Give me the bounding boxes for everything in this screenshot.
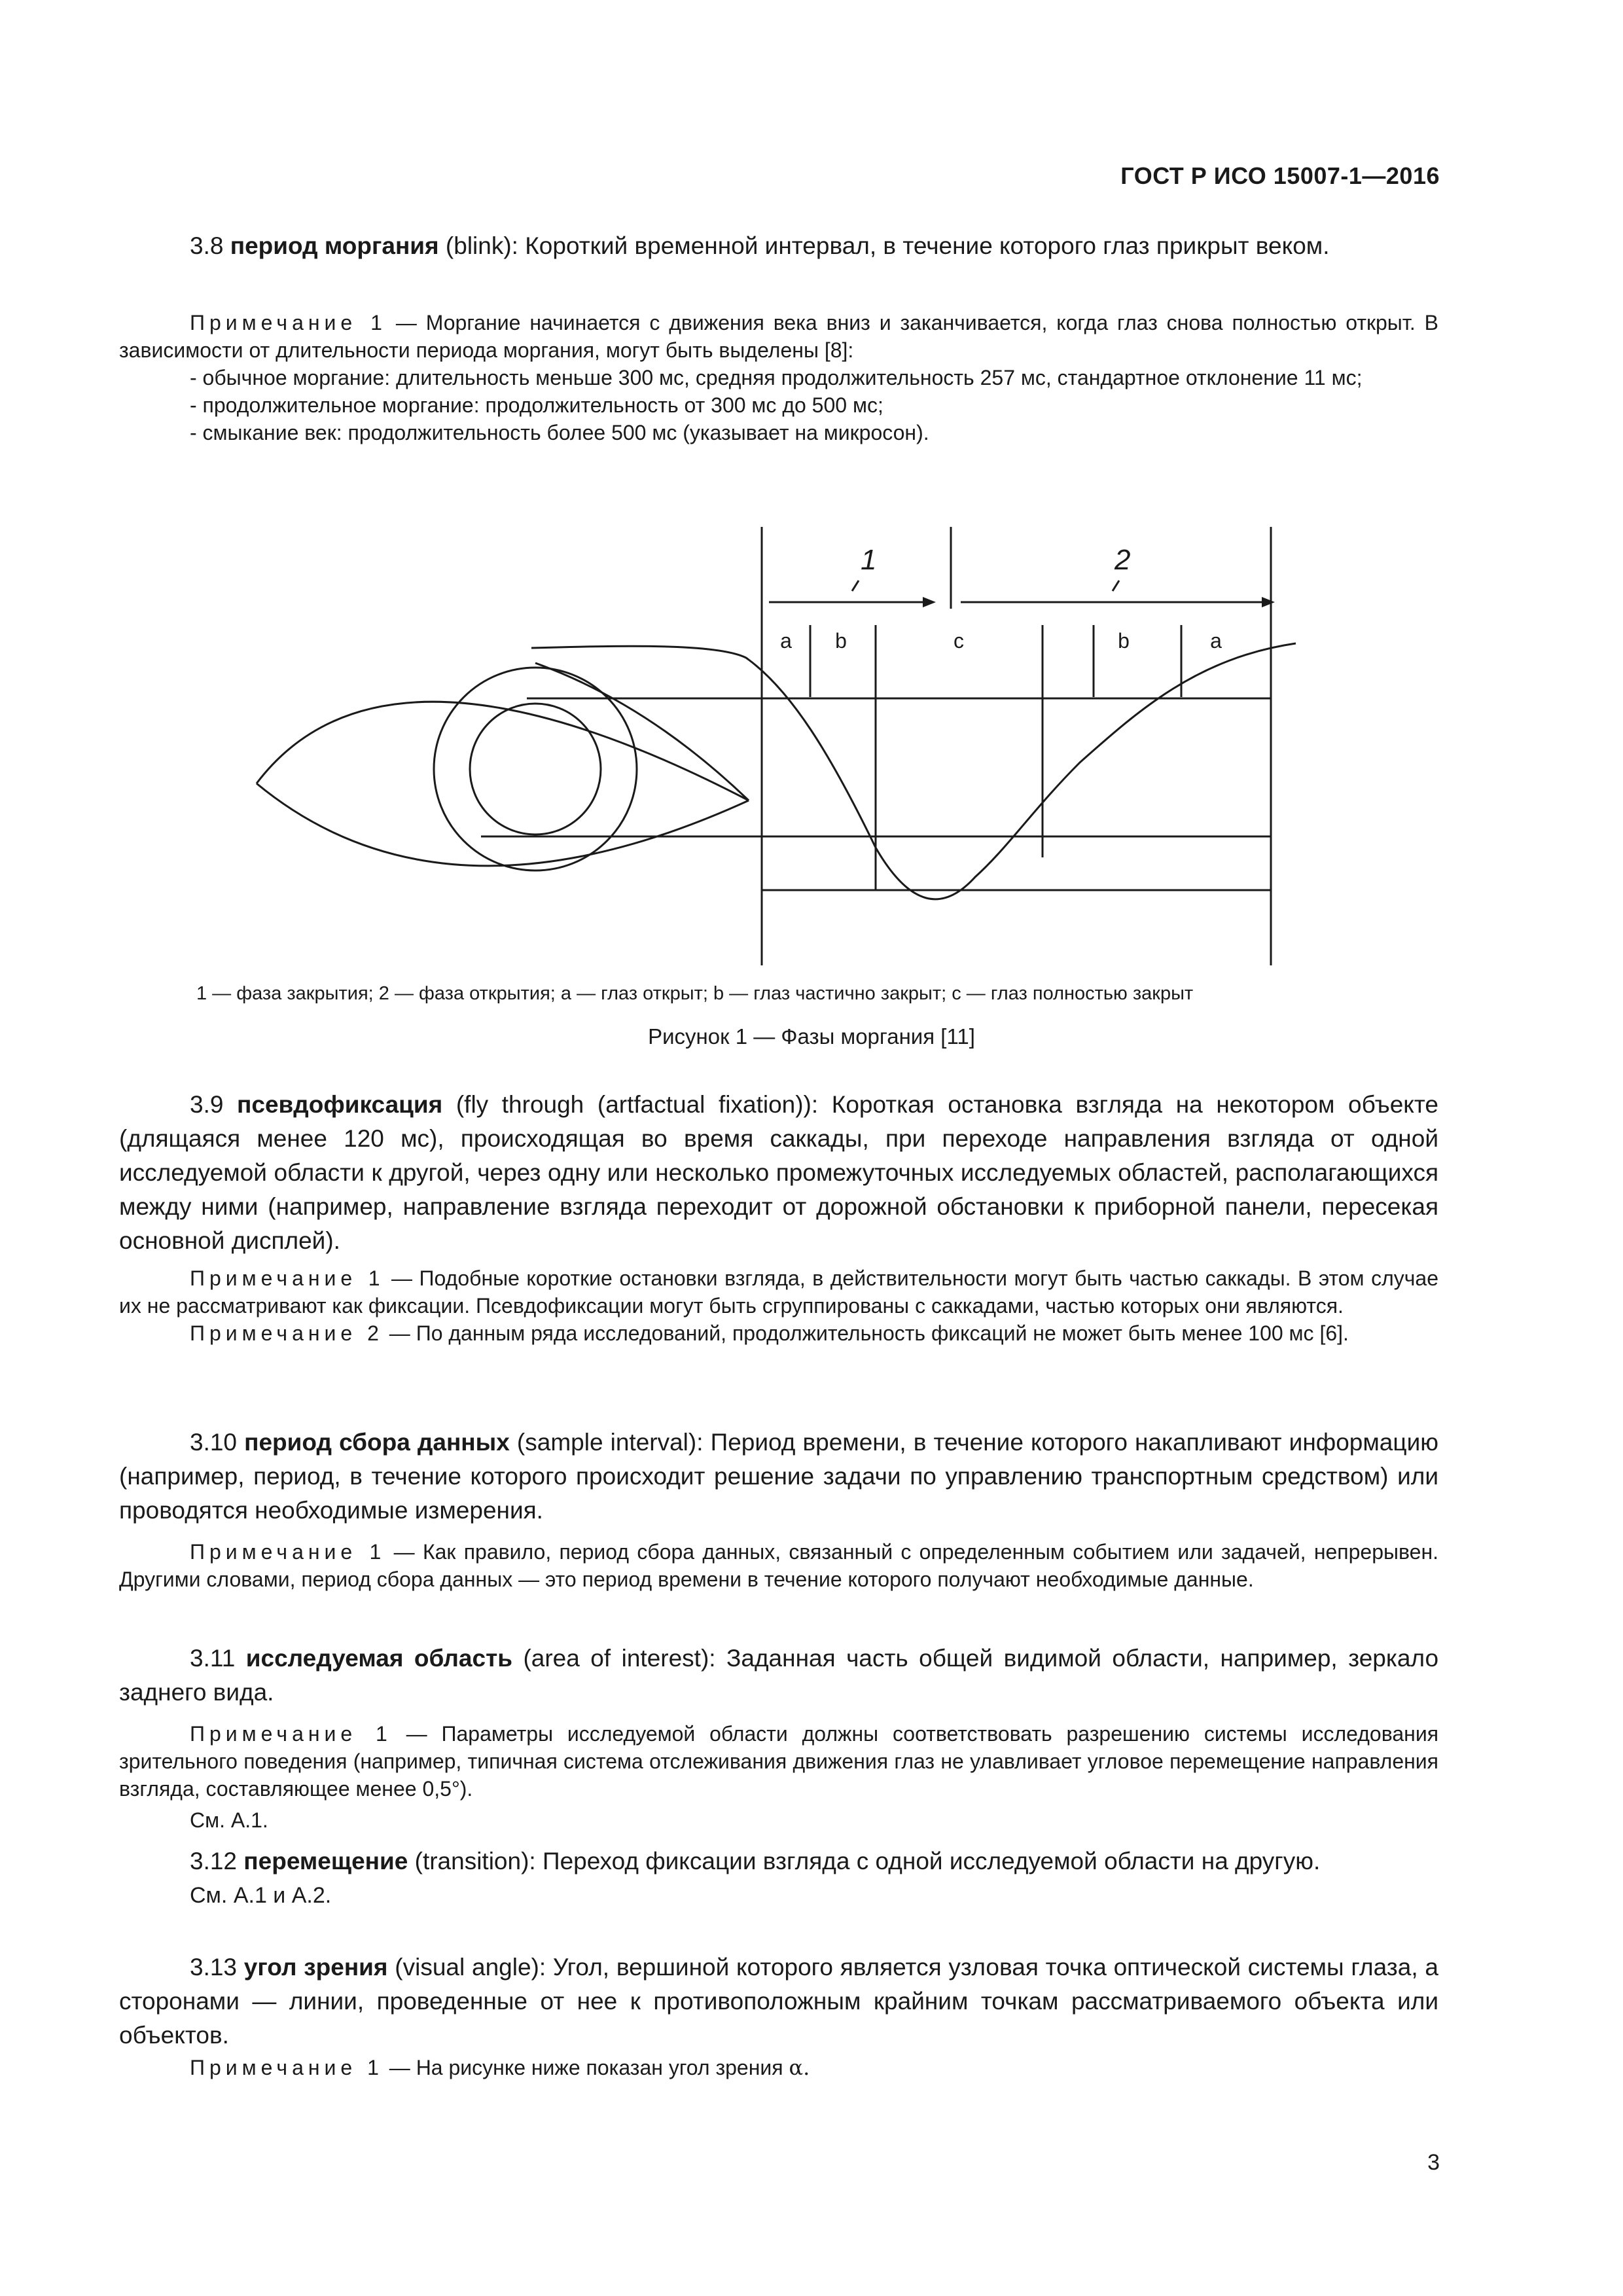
clause-number: 3.10 xyxy=(190,1429,238,1456)
blink-phases-figure xyxy=(249,520,1309,972)
term-english: (blink): xyxy=(445,232,518,259)
section-3-12 xyxy=(119,1844,1438,1912)
note-paragraph xyxy=(119,2054,1438,2081)
section-3-9-notes xyxy=(119,1265,1438,1347)
definition-paragraph xyxy=(119,1641,1438,1710)
note-label: Примечание 1 xyxy=(190,1722,392,1746)
term-english: (sample interval): xyxy=(516,1429,704,1456)
note-label: Примечание 2 xyxy=(190,1321,383,1345)
definition-text: Угол, вершиной которого является узловая точка оптической системы глаза, а сторонами — линии, проведенные от нее к противоположным крайним точкам рассматриваемого объекта или объектов. xyxy=(119,1954,1438,2049)
section-3-9 xyxy=(119,1088,1438,1258)
phase-letter: a xyxy=(1210,629,1222,653)
see-reference: См. А.1 и А.2. xyxy=(190,1883,332,1908)
definition-text: Период времени, в течение которого накапливают информацию (например, период, в течение которого происходит решение задачи по управлению транспортным средством) или проводятся необходимые измерения. xyxy=(119,1429,1438,1524)
section-3-11-note xyxy=(119,1720,1438,1834)
alpha-symbol: α. xyxy=(789,2055,810,2080)
phase-letter: b xyxy=(835,629,847,653)
note-text: — Моргание начинается с движения века вниз и заканчивается, когда глаз снова полностью открыт. В зависимости от длительности периода моргания, могут быть выделены [8]: xyxy=(119,311,1439,362)
note-list-item: - смыкание век: продолжительность более 500 мс (указывает на микросон). xyxy=(190,421,929,444)
term: угол зрения xyxy=(243,1954,388,1981)
phase-letter: c xyxy=(954,629,964,653)
term: период моргания xyxy=(230,232,439,259)
section-3-8 xyxy=(119,229,1438,263)
clause-number: 3.9 xyxy=(190,1091,224,1118)
definition-paragraph xyxy=(119,1950,1438,2053)
note-label: Примечание 1 xyxy=(190,1266,385,1290)
page-number: 3 xyxy=(1427,2150,1440,2175)
note-label: Примечание 1 xyxy=(190,2056,383,2079)
definition-text: Переход фиксации взгляда с одной исследуемой области на другую. xyxy=(542,1848,1321,1874)
section-3-13 xyxy=(119,1950,1438,2081)
document-header: ГОСТ Р ИСО 15007-1—2016 xyxy=(1120,162,1440,189)
note-list-item: - обычное моргание: длительность меньше 300 мс, средняя продолжительность 257 мс, стандартное отклонение 11 мс; xyxy=(190,366,1363,389)
note-text: — Как правило, период сбора данных, связанный с определенным событием или задачей, непрерывен. Другими словами, период сбора данных — это период времени в течение которого получают необходимые данные. xyxy=(119,1540,1439,1591)
arrow-head xyxy=(1262,597,1275,607)
note-paragraph xyxy=(119,1538,1438,1593)
note-text: — На рисунке ниже показан угол зрения xyxy=(389,2056,783,2079)
definition-paragraph xyxy=(119,1844,1438,1878)
term: период сбора данных xyxy=(244,1429,510,1456)
clause-number: 3.8 xyxy=(190,232,224,259)
note-paragraph xyxy=(119,1720,1438,1803)
section-3-8-note xyxy=(119,309,1438,446)
definition-paragraph xyxy=(119,1426,1438,1528)
note-text: — Параметры исследуемой области должны соответствовать разрешению системы исследования зрительного поведения (например, типичная система отслеживания движения глаз не улавливает угловое перемещение направления взгляда, составляющее менее 0,5°). xyxy=(119,1722,1439,1801)
term: перемещение xyxy=(243,1848,408,1874)
note-paragraph xyxy=(119,1265,1438,1319)
arrow-head xyxy=(923,597,936,607)
section-3-10-note xyxy=(119,1538,1438,1593)
term-english: (transition): xyxy=(414,1848,536,1874)
blink-phases-diagram xyxy=(249,520,1309,972)
see-reference: См. А.1. xyxy=(190,1808,268,1832)
clause-number: 3.13 xyxy=(190,1954,238,1981)
definition-text: Короткий временной интервал, в течение которого глаз прикрыт веком. xyxy=(525,232,1330,259)
figure-caption: Рисунок 1 — Фазы моргания [11] xyxy=(648,1024,975,1049)
note-label: Примечание 1 xyxy=(190,1540,386,1564)
note-paragraph xyxy=(119,1319,1438,1347)
phase-letter: b xyxy=(1118,629,1130,653)
note-list-item: - продолжительное моргание: продолжительность от 300 мс до 500 мс; xyxy=(190,393,883,417)
definition-paragraph xyxy=(119,229,1438,263)
phase-letter: a xyxy=(780,629,792,653)
note-text: — Подобные короткие остановки взгляда, в действительности могут быть частью саккады. В этом случае их не рассматривают как фиксации. Псевдофиксации могут быть сгруппированы с саккадами, частью которых они являются. xyxy=(119,1266,1439,1318)
phase-label-opening: 2 xyxy=(1115,544,1131,576)
definition-paragraph xyxy=(119,1088,1438,1258)
note-label: Примечание 1 xyxy=(190,311,387,334)
term-english: (visual angle): xyxy=(395,1954,546,1981)
note-text: — По данным ряда исследований, продолжительность фиксаций не может быть менее 100 мс [6]. xyxy=(389,1321,1349,1345)
term-english: (fly through (artfactual fixation)): xyxy=(455,1091,819,1118)
term: исследуемая область xyxy=(245,1645,512,1672)
term: псевдофиксация xyxy=(237,1091,443,1118)
section-3-11 xyxy=(119,1641,1438,1710)
clause-number: 3.11 xyxy=(190,1645,236,1672)
note-paragraph xyxy=(119,309,1438,364)
clause-number: 3.12 xyxy=(190,1848,238,1874)
definition-text: Короткая остановка взгляда на некотором объекте (длящаяся менее 120 мс), происходящая во время саккады, при переходе направления взгляда от одной исследуемой области к другой, через одну или несколько промежуточных исследуемых областей, располагающихся между ними (например, направление взгляда переходит от дорожной обстановки к приборной панели, пересекая основной дисплей). xyxy=(119,1091,1438,1254)
section-3-10 xyxy=(119,1426,1438,1528)
phase-label-closing: 1 xyxy=(861,544,877,576)
definition-text: Заданная часть общей видимой области, например, зеркало заднего вида. xyxy=(119,1645,1439,1706)
term-english: (area of interest): xyxy=(523,1645,716,1672)
figure-legend: 1 — фаза закрытия; 2 — фаза открытия; a — глаз открыт; b — глаз частично закрыт; c — глаз полностью закрыт xyxy=(196,983,1194,1004)
